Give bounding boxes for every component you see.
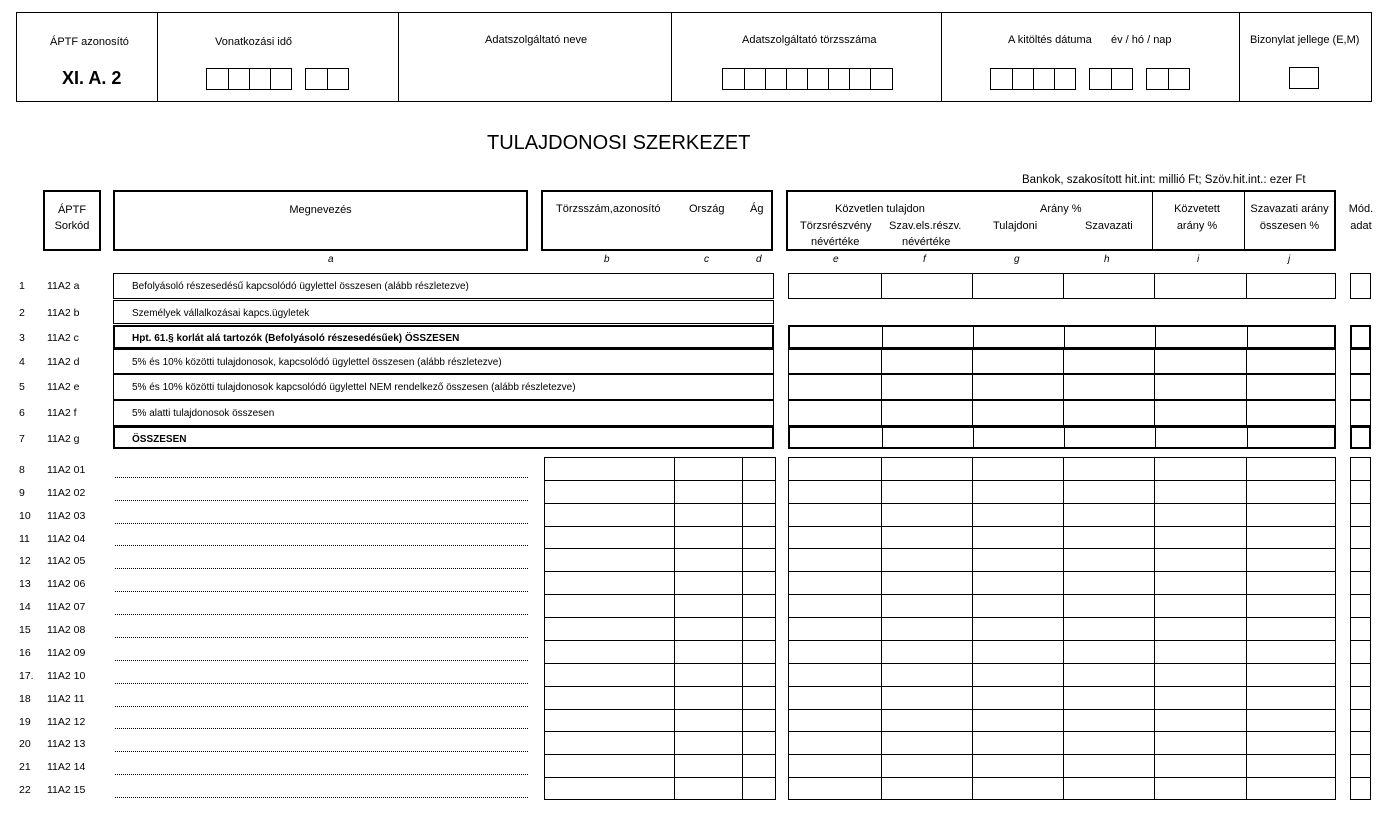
detail-row-number: 8 xyxy=(19,464,25,476)
col-share-face-2: névértéke xyxy=(811,236,860,248)
detail-row-code: 11A2 15 xyxy=(47,784,86,797)
summary-row-mod-cell[interactable] xyxy=(1350,273,1371,299)
fill-date-label: A kitöltés dátuma xyxy=(1008,34,1092,46)
page-title: TULAJDONOSI SZERKEZET xyxy=(487,132,751,154)
unit-note: Bankok, szakosított hit.int: millió Ft; Szöv.hit.int.: ezer Ft xyxy=(1022,174,1306,186)
detail-row-code: 11A2 06 xyxy=(47,578,86,591)
fill-date-format: év / hó / nap xyxy=(1111,34,1172,46)
row-code: 11A2 e xyxy=(47,381,80,393)
row-code: 11A2 b xyxy=(47,307,80,319)
row-code: 11A2 f xyxy=(47,407,77,419)
column-letter-a: a xyxy=(328,254,334,265)
detail-row-number: 16 xyxy=(19,646,31,659)
doc-type-box[interactable] xyxy=(1289,67,1319,89)
detail-row-name-line[interactable] xyxy=(115,500,528,501)
row-number: 5 xyxy=(19,381,25,393)
column-letter-j: j xyxy=(1288,254,1291,265)
column-letter-g: g xyxy=(1014,254,1020,265)
col-mod: Mód. xyxy=(1348,203,1374,215)
col-vote-total-2: összesen % xyxy=(1259,220,1320,232)
aptf-id-label: ÁPTF azonosító xyxy=(50,36,129,48)
summary-row-value-cells[interactable] xyxy=(788,273,1336,299)
summary-row-mod-cell[interactable] xyxy=(1350,374,1371,400)
doc-type-label: Bizonylat jellege (E,M) xyxy=(1250,34,1360,46)
provider-name-label: Adatszolgáltató neve xyxy=(485,34,588,46)
detail-row-number: 9 xyxy=(19,486,25,499)
col-country: Ország xyxy=(689,203,725,215)
summary-row-value-cells[interactable] xyxy=(788,349,1336,374)
col-vote-face: Szav.els.részv. xyxy=(889,220,962,232)
detail-row-name-line[interactable] xyxy=(115,683,528,684)
summary-row-label: 5% és 10% közötti tulajdonosok, kapcsolódó ügylettel összesen (alább részletezve) xyxy=(132,357,502,368)
detail-row-number: 13 xyxy=(19,578,31,591)
detail-row-number: 22 xyxy=(19,784,31,797)
fill-date-day-boxes[interactable] xyxy=(1146,68,1190,90)
column-letter-h: h xyxy=(1104,254,1110,265)
detail-row-name-line[interactable] xyxy=(115,637,528,638)
summary-row-label: Hpt. 61.§ korlát alá tartozók (Befolyásoló részesedésűek) ÖSSZESEN xyxy=(132,333,460,344)
col-vote-total: Szavazati arány xyxy=(1250,203,1329,215)
detail-value-grid[interactable] xyxy=(788,457,1336,800)
column-letter-e: e xyxy=(833,254,839,265)
detail-row-number: 18 xyxy=(19,692,31,705)
col-indirect: Közvetett xyxy=(1174,203,1220,215)
row-code: 11A2 d xyxy=(47,356,80,368)
detail-row-number: 14 xyxy=(19,601,31,614)
summary-row-mod-cell[interactable] xyxy=(1350,325,1371,349)
col-reg-id: Törzsszám,azonosító xyxy=(556,203,661,215)
detail-reg-grid[interactable] xyxy=(544,457,776,800)
detail-row-number: 11 xyxy=(19,532,30,545)
detail-row-name-line[interactable] xyxy=(115,774,528,775)
detail-row-code: 11A2 09 xyxy=(47,646,86,659)
detail-row-name-line[interactable] xyxy=(115,706,528,707)
column-letter-d: d xyxy=(756,254,762,265)
detail-row-name-line[interactable] xyxy=(115,751,528,752)
detail-row-code: 11A2 08 xyxy=(47,624,86,637)
detail-row-number: 19 xyxy=(19,715,31,728)
col-vote-face-2: névértéke xyxy=(902,236,951,248)
summary-row-value-cells[interactable] xyxy=(788,426,1336,449)
column-letter-f: f xyxy=(923,254,926,265)
detail-row-code: 11A2 05 xyxy=(47,555,86,568)
summary-row-value-cells[interactable] xyxy=(788,374,1336,400)
detail-row-code: 11A2 04 xyxy=(47,532,86,545)
summary-row-label: 5% és 10% közötti tulajdonosok kapcsolódó ügylettel NEM rendelkező összesen (alább részletezve) xyxy=(132,382,576,393)
detail-row-code: 11A2 01 xyxy=(47,464,86,476)
detail-row-code: 11A2 13 xyxy=(47,738,86,751)
detail-row-name-line[interactable] xyxy=(115,477,528,478)
detail-row-name-line[interactable] xyxy=(115,545,528,546)
summary-row-mod-cell[interactable] xyxy=(1350,426,1371,449)
col-ratio-own: Tulajdoni xyxy=(993,220,1038,232)
fill-date-year-boxes[interactable] xyxy=(990,68,1076,90)
col-indirect-2: arány % xyxy=(1176,220,1218,232)
detail-row-code: 11A2 10 xyxy=(47,669,86,682)
row-code: 11A2 c xyxy=(47,332,79,344)
detail-row-name-line[interactable] xyxy=(115,568,528,569)
detail-row-number: 20 xyxy=(19,738,31,751)
detail-row-code: 11A2 12 xyxy=(47,715,86,728)
col-mod-2: adat xyxy=(1350,220,1372,232)
col-share-face: Törzsrészvény xyxy=(800,220,872,232)
header-name xyxy=(113,190,528,251)
detail-row-name-line[interactable] xyxy=(115,614,528,615)
period-year-boxes[interactable] xyxy=(206,68,292,90)
aptf-id-code: XI. A. 2 xyxy=(62,68,122,88)
summary-row-label: ÖSSZESEN xyxy=(132,434,187,445)
detail-mod-grid[interactable] xyxy=(1350,457,1371,800)
detail-row-code: 11A2 03 xyxy=(47,509,86,522)
row-number: 1 xyxy=(19,280,25,292)
header-reg xyxy=(541,190,773,251)
row-number: 6 xyxy=(19,407,25,419)
detail-row-name-line[interactable] xyxy=(115,591,528,592)
summary-row-mod-cell[interactable] xyxy=(1350,349,1371,374)
detail-row-name-line[interactable] xyxy=(115,660,528,661)
detail-row-code: 11A2 11 xyxy=(47,692,85,705)
col-aptf: ÁPTF xyxy=(57,204,87,216)
summary-row-value-cells[interactable] xyxy=(788,400,1336,426)
detail-row-name-line[interactable] xyxy=(115,728,528,729)
column-letter-b: b xyxy=(604,254,610,265)
period-month-boxes[interactable] xyxy=(305,68,349,90)
summary-row-value-cells[interactable] xyxy=(788,325,1336,349)
detail-row-code: 11A2 14 xyxy=(47,761,86,774)
period-label: Vonatkozási idő xyxy=(215,36,293,48)
column-letter-i: i xyxy=(1197,254,1200,265)
detail-row-name-line[interactable] xyxy=(115,523,528,524)
row-number: 3 xyxy=(19,332,25,344)
row-number: 7 xyxy=(19,433,25,445)
row-number: 4 xyxy=(19,356,25,368)
col-sorkod: Sorkód xyxy=(54,220,90,232)
detail-row-number: 15 xyxy=(19,624,31,637)
summary-row-label: Személyek vállalkozásai kapcs.ügyletek xyxy=(132,308,310,319)
col-branch: Ág xyxy=(750,203,764,215)
detail-row-number: 12 xyxy=(19,555,31,568)
col-direct-owner: Közvetlen tulajdon xyxy=(835,203,925,215)
detail-row-name-line[interactable] xyxy=(115,797,528,798)
detail-row-code: 11A2 07 xyxy=(47,601,86,614)
column-letter-c: c xyxy=(704,254,709,265)
summary-row-label: 5% alatti tulajdonosok összesen xyxy=(132,408,275,419)
detail-row-number: 10 xyxy=(19,509,31,522)
col-ratio-vote: Szavazati xyxy=(1085,220,1133,232)
row-code: 11A2 g xyxy=(47,433,80,445)
col-name: Megnevezés xyxy=(289,204,352,216)
summary-row-label: Befolyásoló részesedésű kapcsolódó ügylettel összesen (alább részletezve) xyxy=(132,281,469,292)
row-number: 2 xyxy=(19,307,25,319)
row-code: 11A2 a xyxy=(47,280,80,292)
provider-reg-label: Adatszolgáltató törzsszáma xyxy=(742,34,877,46)
detail-row-code: 11A2 02 xyxy=(47,486,86,499)
detail-row-number: 21 xyxy=(19,761,31,774)
provider-reg-boxes[interactable] xyxy=(722,68,893,90)
summary-row-mod-cell[interactable] xyxy=(1350,400,1371,426)
summary-row-label-box xyxy=(113,426,774,449)
fill-date-month-boxes[interactable] xyxy=(1089,68,1133,90)
detail-row-number: 17. xyxy=(19,669,34,682)
col-ratio: Arány % xyxy=(1040,203,1082,215)
